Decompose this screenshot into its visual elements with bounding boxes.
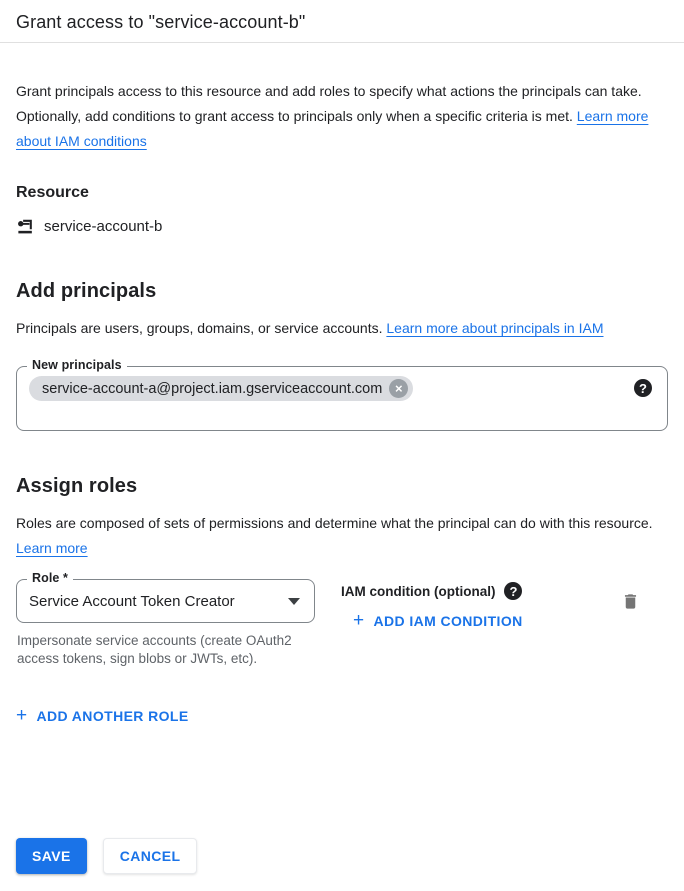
service-account-icon <box>16 217 35 236</box>
intro-text: Grant principals access to this resource and add roles to specify what actions the principals can take. Optionally, add conditions to grant access to principals only when a specific criteria is met. <box>16 83 642 124</box>
plus-icon: + <box>16 705 28 726</box>
principals-help-icon[interactable]: ? <box>634 379 652 397</box>
principal-chip-text: service-account-a@project.iam.gserviceaccount.com <box>42 380 383 397</box>
iam-condition-help-icon[interactable]: ? <box>504 582 522 600</box>
role-helper-text: Impersonate service accounts (create OAuth2 access tokens, sign blobs or JWTs, etc). <box>17 633 292 666</box>
add-principals-heading: Add principals <box>16 280 157 302</box>
add-iam-condition-button[interactable] <box>353 610 523 631</box>
new-principals-label: New principals <box>27 358 127 372</box>
iam-conditions-link[interactable]: Learn more about IAM conditions <box>16 108 649 149</box>
principals-description <box>16 316 668 341</box>
resource-name: service-account-b <box>44 218 163 235</box>
role-row <box>16 571 668 668</box>
dropdown-arrow-icon <box>288 598 300 605</box>
iam-condition-label-row <box>341 582 621 600</box>
plus-icon: + <box>353 610 365 631</box>
cancel-button[interactable]: CANCEL <box>103 838 198 874</box>
dialog-header <box>0 0 684 43</box>
principal-chip <box>29 376 413 401</box>
add-iam-condition-label: ADD IAM CONDITION <box>373 613 523 629</box>
assign-roles-heading: Assign roles <box>16 475 138 497</box>
add-another-role-button[interactable] <box>16 705 189 726</box>
intro-paragraph <box>16 79 668 154</box>
roles-description-text: Roles are composed of sets of permissions and determine what the principal can do with this resource. <box>16 515 653 531</box>
role-label: Role * <box>27 571 73 585</box>
iam-condition-column <box>341 579 621 631</box>
principals-learn-more-link[interactable]: Learn more about principals in IAM <box>386 320 604 336</box>
roles-learn-more-link[interactable]: Learn more <box>16 540 88 556</box>
iam-condition-label: IAM condition (optional) <box>341 583 496 599</box>
add-role-row <box>16 705 668 726</box>
role-column <box>16 571 315 668</box>
chip-remove-icon[interactable]: × <box>389 379 408 398</box>
new-principals-field[interactable] <box>16 358 668 431</box>
dialog-body <box>0 43 684 838</box>
delete-role-column <box>621 579 640 616</box>
delete-role-button[interactable] <box>621 592 640 611</box>
roles-description <box>16 511 668 561</box>
role-select[interactable] <box>16 571 315 623</box>
dialog-actions <box>0 838 684 891</box>
add-another-role-label: ADD ANOTHER ROLE <box>36 708 189 724</box>
dialog-title: Grant access to "service-account-b" <box>16 12 306 32</box>
role-value: Service Account Token Creator <box>29 592 235 610</box>
resource-heading: Resource <box>16 184 89 201</box>
resource-row <box>16 217 668 236</box>
save-button[interactable]: SAVE <box>16 838 87 874</box>
principals-description-text: Principals are users, groups, domains, or service accounts. <box>16 320 387 336</box>
trash-icon <box>621 592 640 611</box>
